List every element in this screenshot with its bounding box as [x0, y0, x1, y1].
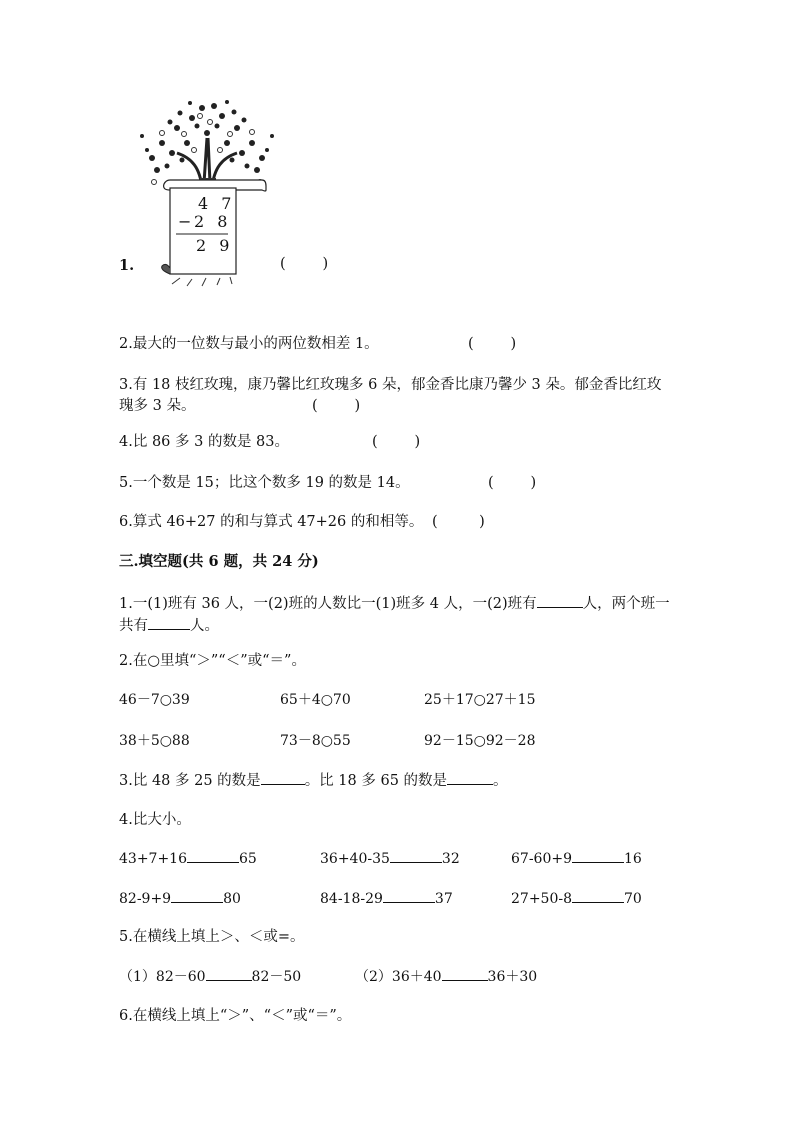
q3-3-part2: 。比 18 多 65 的数是	[304, 773, 448, 789]
compare-expression: 36+40-35 32	[320, 848, 460, 869]
q3-3-part1: 3.比 48 多 25 的数是	[119, 773, 261, 789]
q3-1-part2: 人，两个班一共有	[119, 596, 670, 634]
compare-blank[interactable]	[383, 888, 435, 903]
compare-expression: 67-60+9 16	[511, 848, 642, 869]
compare-blank[interactable]	[206, 966, 252, 981]
q3-3-blank-1[interactable]	[261, 770, 305, 785]
q3-1-blank-2[interactable]	[148, 615, 190, 630]
compare-expression: 82-9+9 80	[119, 888, 241, 909]
compare-item: 25＋17○27＋15	[424, 692, 536, 708]
compare-blank[interactable]	[442, 966, 488, 981]
compare-item: 38＋5○88	[119, 733, 190, 749]
q3-1-blank-1[interactable]	[537, 593, 583, 608]
difference: 2 9	[196, 236, 234, 255]
q2-6-text: 6.算式 46+27 的和与算式 47+26 的和相等。	[119, 514, 424, 530]
minuend: 4 7	[198, 194, 236, 213]
q3-1-part1: 1.一(1)班有 36 人，一(2)班的人数比一(1)班多 4 人，一(2)班有	[119, 596, 537, 612]
section3-title: 三.填空题(共 6 题，共 24 分)	[119, 553, 319, 570]
compare-blank[interactable]	[171, 888, 223, 903]
q3-4-label: 4.比大小。	[119, 812, 191, 828]
compare-blank[interactable]	[187, 848, 239, 863]
q2-4-text: 4.比 86 多 3 的数是 83。	[119, 434, 290, 450]
q2-6-answer-paren[interactable]: ( )	[432, 514, 485, 530]
compare-expression: 84-18-29 37	[320, 888, 453, 909]
compare-expression: 27+50-8 70	[511, 888, 642, 909]
q3-3-blank-2[interactable]	[447, 770, 493, 785]
q3-3-part3: 。	[493, 773, 508, 789]
q2-2-answer-paren[interactable]: ( )	[468, 336, 517, 352]
tree-icon	[132, 98, 282, 288]
subtrahend: 2 8	[194, 212, 232, 231]
compare-blank[interactable]	[390, 848, 442, 863]
q2-1-answer-paren[interactable]: ( )	[280, 256, 329, 272]
minus-sign: −	[178, 212, 196, 231]
compare-item: 73－8○55	[280, 733, 351, 749]
q3-2-label: 2.在○里填“＞”“＜”或“＝”。	[119, 653, 306, 669]
compare-item: 65＋4○70	[280, 692, 351, 708]
compare-expression: （1）82－60 82－50	[119, 966, 301, 987]
compare-expression: （2）36＋40 36＋30	[355, 966, 537, 987]
q3-1-part3: 人。	[190, 618, 219, 634]
q3-3-text	[119, 770, 508, 791]
compare-expression: 43+7+16 65	[119, 848, 257, 869]
compare-blank[interactable]	[572, 888, 624, 903]
q2-3-answer-paren[interactable]: ( )	[312, 398, 361, 414]
compare-blank[interactable]	[572, 848, 624, 863]
compare-item: 46－7○39	[119, 692, 190, 708]
q3-1-text	[119, 593, 675, 637]
compare-item: 92－15○92－28	[424, 733, 536, 749]
q2-1-label: 1.	[119, 257, 135, 274]
q2-5-answer-paren[interactable]: ( )	[488, 475, 537, 491]
q2-4-answer-paren[interactable]: ( )	[372, 434, 421, 450]
q2-2-text: 2.最大的一位数与最小的两位数相差 1。	[119, 336, 379, 352]
q3-6-label: 6.在横线上填上“＞”、“＜”或“＝”。	[119, 1008, 352, 1024]
tree-scroll-illustration	[132, 98, 282, 288]
q2-3-text: 3.有 18 枝红玫瑰，康乃馨比红玫瑰多 6 朵，郁金香比康乃馨少 3 朵。郁金香比红玫瑰多 3 朵。	[119, 377, 662, 414]
q2-5-text: 5.一个数是 15；比这个数多 19 的数是 14。	[119, 475, 410, 491]
q3-5-label: 5.在横线上填上＞、＜或=。	[119, 929, 305, 945]
